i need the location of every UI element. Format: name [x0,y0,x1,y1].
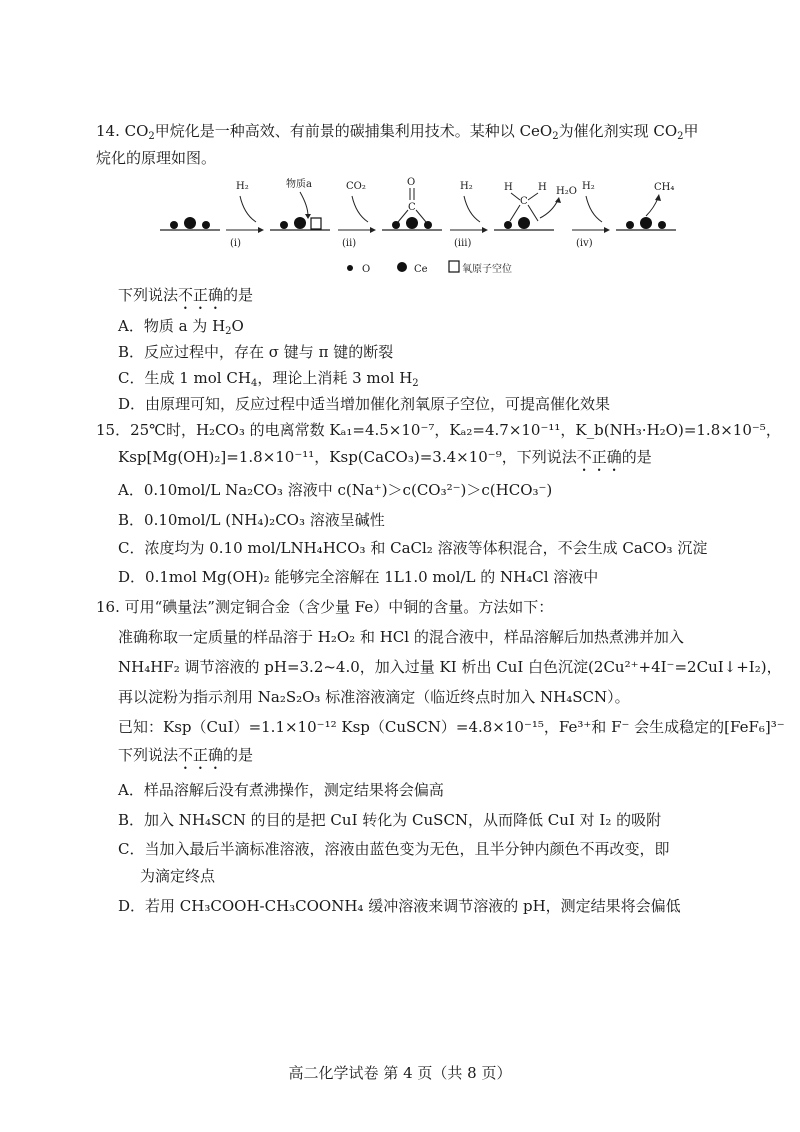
q16-option-d: D．若用 CH₃COOH-CH₃COONH₄ 缓冲溶液来调节溶液的 pH，测定结果将会偏低 [118,897,681,915]
q15-option-d: D．0.1mol Mg(OH)₂ 能够完全溶解在 1L1.0 mol/L 的 NH₄Cl 溶液中 [118,568,599,586]
step-1-label: (ⅰ) [230,238,242,249]
legend-ce-label: Ce [414,264,428,275]
q14-option-b: B．反应过程中，存在 σ 键与 π 键的断裂 [118,343,394,361]
q15-option-b: B．0.10mol/L (NH₄)₂CO₃ 溶液呈碱性 [118,511,385,529]
q16-number: 16. [96,598,120,616]
h-left-label: H [504,182,513,193]
legend-vacancy-label: 氧原子空位 [462,264,512,275]
step-3-label: (ⅲ) [454,238,472,249]
q16-option-c-line1: C．当加入最后半滴标准溶液，溶液由蓝色变为无色，且半分钟内颜色不再改变，即 [118,840,670,858]
diagram-legend [347,261,512,275]
q16-line5: 已知：Ksp（CuI）=1.1×10⁻¹² Ksp（CuSCN）=4.8×10⁻¹⁵，Fe³⁺和 F⁻ 会生成稳定的[FeF₆]³⁻ [118,718,785,736]
q15-line2: Ksp[Mg(OH)₂]=1.8×10⁻¹¹，Ksp(CaCO₃)=3.4×10⁻⁹，下列说法不正确的是 [118,448,652,466]
q14-line1: 14. $CO_2$甲烷化是一种高效、有前景的碳捕集利用技术。某种以 CeO$_2$为催化剂实现 $CO_2$甲 [96,122,699,142]
arrow-step-4 [572,181,610,249]
emphasis-not-correct: 不正确 [178,746,224,764]
q14-option-a: A．物质 a 为 $H_2O$ [118,317,244,337]
arrow-step-1 [226,181,264,249]
q16-stem: 下列说法不正确的是 [118,746,254,764]
q14-number: 14. [96,122,120,140]
q15-number: 15． [96,421,131,439]
o-label: O [407,177,416,188]
co2-label: CO₂ [346,181,366,192]
q15-option-a: A．0.10mol/L Na₂CO₃ 溶液中 c(Na⁺)＞c(CO₃²⁻)＞c(HCO₃⁻) [118,481,553,499]
h2-label-3: H₂ [582,181,595,192]
q14-line2: 烷化的原理如图。 [96,149,217,167]
stage-2 [382,177,442,230]
stage-4 [616,182,676,230]
stage-3 [494,182,577,230]
q15-line1: 15．25℃时，H₂CO₃ 的电离常数 Kₐ₁=4.5×10⁻⁷，Kₐ₂=4.7×10⁻¹¹，K_b(NH₃·H₂O)=1.8×10⁻⁵， [96,421,781,439]
ch4-label: CH₄ [654,182,675,193]
q16-option-c-line2: 为滴定终点 [140,867,216,885]
q16-line1: 16. 可用“碘量法”测定铜合金（含少量 Fe）中铜的含量。方法如下： [96,598,554,616]
q14-stem: 下列说法不正确的是 [118,286,254,304]
c-label-2: C [520,196,528,207]
arrow-step-2 [338,181,376,249]
emphasis-not-correct: 不正确 [576,448,622,466]
substance-a-label: 物质a [286,179,312,190]
q15-option-c: C．浓度均为 0.10 mol/LNH₄HCO₃ 和 CaCl₂ 溶液等体积混合，不会生成 CaCO₃ 沉淀 [118,539,708,557]
h-right-label: H [538,182,547,193]
legend-o-dot [347,265,353,271]
h2-label-2: H₂ [460,181,473,192]
q14-option-d: D．由原理可知，反应过程中适当增加催化剂氧原子空位，可提高催化效果 [118,395,611,413]
legend-o-label: O [362,264,371,275]
stage-0 [160,217,220,230]
h2o-label: H₂O [556,186,577,197]
c-label: C [408,202,416,213]
h2-label-1: H₂ [236,181,249,192]
page-footer: 高二化学试卷 第 4 页（共 8 页） [288,1064,512,1082]
methanation-diagram [160,172,680,282]
q16-line2: 准确称取一定质量的样品溶于 H₂O₂ 和 HCl 的混合液中，样品溶解后加热煮沸并加入 [118,628,684,646]
emphasis-not-correct: 不正确 [178,286,224,304]
step-2-label: (ⅱ) [342,238,357,249]
q16-line4: 再以淀粉为指示剂用 Na₂S₂O₃ 标准溶液滴定（临近终点时加入 NH₄SCN）。 [118,688,630,706]
q14-option-c: C．生成 1 mol $CH_4$，理论上消耗 3 mol $H_2$ [118,369,419,389]
legend-vacancy-box [449,261,459,272]
step-4-label: (ⅳ) [576,238,593,249]
q16-option-b: B．加入 NH₄SCN 的目的是把 CuI 转化为 CuSCN，从而降低 CuI 对 I₂ 的吸附 [118,811,662,829]
arrow-step-3 [450,181,488,249]
q16-line3: NH₄HF₂ 调节溶液的 pH=3.2~4.0，加入过量 KI 析出 CuI 白色沉淀(2Cu²⁺+4I⁻=2CuI↓+I₂)， [118,658,782,676]
q16-option-a: A．样品溶解后没有煮沸操作，测定结果将会偏高 [118,781,444,799]
legend-ce-dot [397,262,407,272]
stage-1 [270,177,330,230]
